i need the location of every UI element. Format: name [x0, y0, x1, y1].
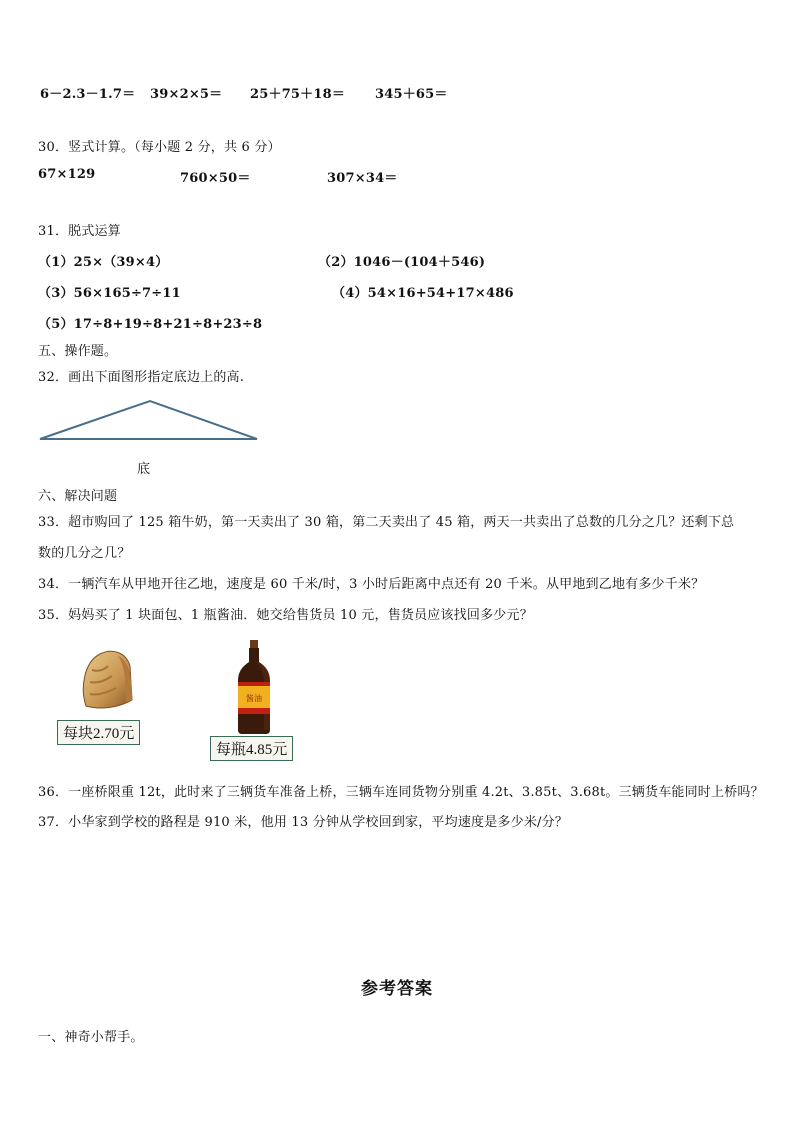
q35-text: 35．妈妈买了 1 块面包、1 瓶酱油．她交给售货员 10 元，售货员应该找回多少元？	[38, 608, 533, 623]
section6-heading: 六、解决问题	[38, 489, 118, 504]
q31-item-1: （1）25×（39×4）	[38, 255, 169, 270]
q30-item-3: 307×34＝	[327, 171, 398, 186]
q34-text: 34．一辆汽车从甲地开往乙地，速度是 60 千米/时，3 小时后距离中点还有 20 千米。从甲地到乙地有多少千米？	[38, 577, 705, 592]
triangle-figure	[36, 395, 264, 445]
triangle-shape	[40, 401, 257, 439]
q33-line2: 数的几分之几？	[38, 546, 131, 561]
section5-heading: 五、操作题。	[38, 344, 118, 359]
q30-title: 30．竖式计算。（每小题 2 分，共 6 分）	[38, 140, 281, 155]
q32-title: 32．画出下面图形指定底边上的高.	[38, 370, 245, 385]
bottle-price-tag: 每瓶4.85元	[210, 736, 293, 761]
answers-section1: 一、神奇小帮手。	[38, 1030, 144, 1045]
oral-calc-2: 39×2×5＝	[150, 87, 223, 102]
q31-item-4: （4）54×16+54+17×486	[332, 286, 514, 301]
q31-item-5: （5）17÷8+19÷8+21÷8+23÷8	[38, 317, 263, 332]
oral-calc-3: 25＋75＋18＝	[250, 87, 346, 102]
bread-price-tag: 每块2.70元	[57, 720, 140, 745]
base-label: 底	[137, 462, 151, 477]
q30-item-2: 760×50＝	[180, 171, 251, 186]
bottle-label: 酱油	[246, 694, 262, 703]
q36-text: 36．一座桥限重 12t，此时来了三辆货车准备上桥，三辆车连同货物分别重 4.2t、3.85t、3.68t。三辆货车能同时上桥吗？	[38, 785, 764, 800]
q37-text: 37．小华家到学校的路程是 910 米，他用 13 分钟从学校回到家，平均速度是多少米/分？	[38, 815, 569, 830]
q31-item-2: （2）1046－(104＋546)	[318, 255, 486, 270]
oral-calc-1: 6－2.3－1.7＝	[40, 87, 136, 102]
q33-line1: 33．超市购回了 125 箱牛奶，第一天卖出了 30 箱，第二天卖出了 45 箱，两天一共卖出了总数的几分之几？还剩下总	[38, 515, 735, 530]
q31-item-3: （3）56×165÷7÷11	[38, 286, 181, 301]
bread-image	[78, 648, 134, 710]
answers-title: 参考答案	[361, 979, 433, 999]
soy-sauce-bottle-image	[234, 638, 274, 734]
oral-calc-4: 345＋65＝	[375, 87, 448, 102]
q30-item-1: 67×129	[38, 167, 96, 182]
q31-title: 31．脱式运算	[38, 224, 121, 239]
